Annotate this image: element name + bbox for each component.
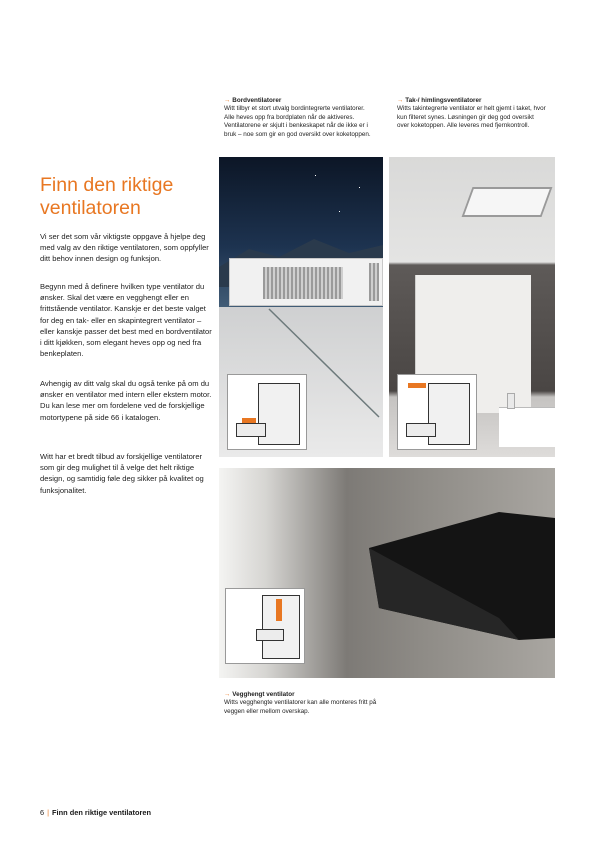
inset-diagram-bord	[227, 374, 307, 450]
hood-graphic	[359, 508, 555, 658]
caption-text: Witts takintegrerte ventilator er helt gjemt i taket, hvor kun filteret synes. Løsningen gir deg god oversikt over koketoppen. Alle leveres med fjernkontroll.	[397, 105, 546, 130]
star	[339, 211, 340, 212]
inset-diagram-tak	[397, 374, 477, 450]
photo-takventilator	[389, 157, 555, 457]
inset-orange-marker	[408, 383, 426, 388]
paragraph-types: Begynn med å definere hvilken type ventilator du ønsker. Skal det være en vegghengt eller en frittstående ventilator. Kanskje er det beste valget for deg en tak- eller en skapintegrert ventilator – eller kanskje passer det best med en bordventilator i ditt kjøkken, som elegant heves opp og ned fra benkeplaten.	[40, 282, 212, 359]
downdraft-grille	[369, 263, 379, 301]
inset-orange-marker	[276, 599, 282, 621]
caption-text: Witts vegghengte ventilatorer kan alle monteres fritt på veggen eller mellom overskap.	[224, 699, 377, 715]
arrow-icon: →	[397, 97, 404, 104]
inset-hob	[406, 423, 436, 437]
caption-title: Bordventilatorer	[232, 97, 282, 104]
star	[315, 175, 316, 176]
paragraph-offer: Witt har et bredt tilbud av forskjellige ventilatorer som gir deg mulighet til å velge det helt riktige design, og samtidig føle deg sikker på kvalitet og funksjonalitet.	[40, 452, 204, 495]
downdraft-grille	[263, 267, 343, 299]
photo-bordventilator	[219, 157, 383, 457]
canister	[507, 393, 515, 409]
arrow-icon: →	[224, 97, 231, 104]
caption-title: Vegghengt ventilator	[232, 691, 295, 698]
star	[359, 187, 360, 188]
caption-bordventilatorer	[224, 97, 372, 139]
page-footer	[40, 808, 151, 818]
arrow-icon: →	[224, 691, 231, 698]
caption-takventilatorer	[397, 97, 547, 131]
paragraph-motor: Avhengig av ditt valg skal du også tenke på om du ønsker en ventilator med intern eller ekstern motor. Du kan lese mer om fordelene ved de forskjellige motortypene på side 66 i katalogen.	[40, 379, 212, 422]
photo-vegghengt	[219, 468, 555, 678]
inset-orange-marker	[242, 418, 256, 423]
paragraph-intro: Vi ser det som vår viktigste oppgave å hjelpe deg med valg av den riktige ventilatoren, som oppfyller ditt behov innen design og funksjon.	[40, 232, 209, 264]
ceiling-vent	[462, 187, 553, 217]
caption-title: Tak-/ himlingsventilatorer	[405, 97, 482, 104]
footer-separator: |	[47, 808, 50, 817]
page-heading: Finn den riktige ventilatoren	[40, 174, 174, 219]
caption-vegghengt	[224, 691, 394, 716]
caption-text: Witt tilbyr et stort utvalg bordintegrerte ventilatorer. Alle heves opp fra bordplaten når de aktiveres. Ventilatorene er skjult i benkeskapet når de ikke er i bruk – noe som gir en god oversikt over koketoppen.	[224, 105, 371, 138]
kitchen-counter	[499, 407, 555, 447]
inset-hob	[236, 423, 266, 437]
inset-hood	[256, 629, 284, 641]
inset-diagram-vegg	[225, 588, 305, 664]
page-number: 6	[40, 808, 45, 817]
footer-section-title: Finn den riktige ventilatoren	[52, 808, 152, 817]
